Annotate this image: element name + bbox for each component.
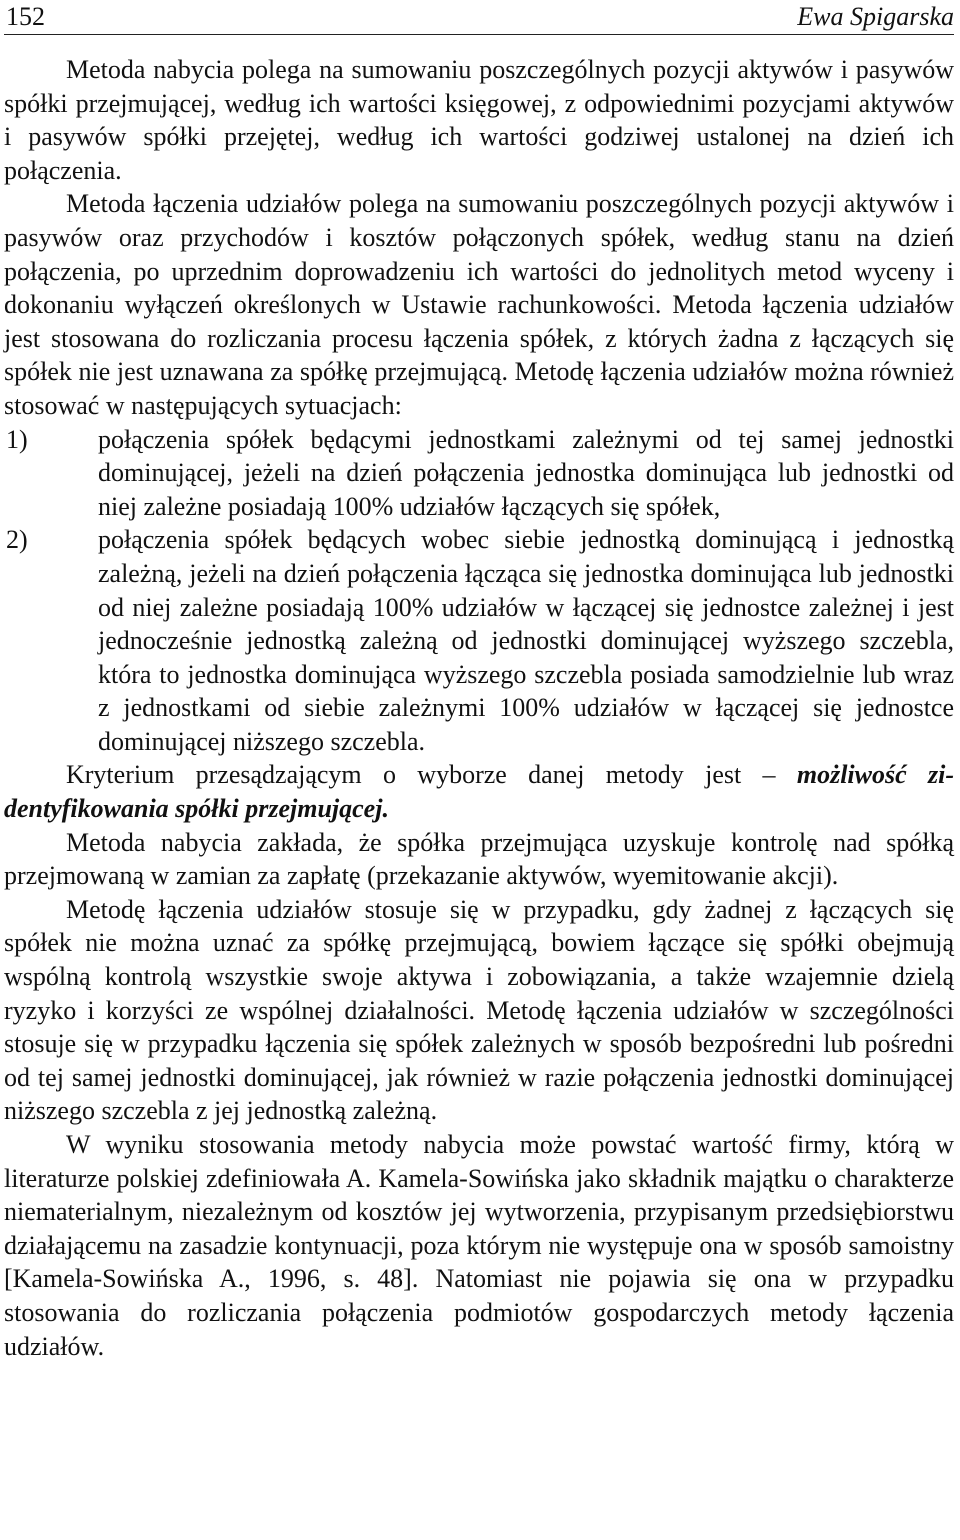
criterion-emphasis: możliwość zidentyfikowania spółki przejmującej.	[4, 760, 954, 824]
body-text	[4, 53, 954, 1363]
page-header	[4, 0, 954, 35]
paragraph-pooling-method: Metoda łączenia udziałów polega na sumowaniu poszczególnych pozycji aktywów i pasywów oraz przychodów i kosztów połączonych spółek, według stanu na dzień połączenia, po uprzednim doprowadzeniu ich wartości do jednolitych metod wyceny i dokonaniu wyłączeń określonych w Ustawie rachunkowości. Metoda łączenia udziałów jest stosowana do rozliczania procesu łączenia spółek, z których żadna z łączących się spółek nie jest uznawana za spółkę przejmującą. Metodę łączenia udziałów można również stosować w następujących sytuacjach:	[4, 189, 954, 420]
criterion-lead: Kryterium przesądzającym o wyborze danej metody jest –	[66, 760, 797, 790]
list-item-number: 1)	[6, 424, 28, 454]
book-page	[4, 0, 954, 1363]
running-head-author: Ewa Spigarska	[797, 2, 954, 31]
list-item-text: połączenia spółek będącymi jednostkami zależnymi od tej samej jednostki dominującej, jeżeli na dzień połączenia jednostka dominująca lub jednostki od niej zależne posiadają 100% udziałów łączących się spółek,	[98, 424, 954, 521]
paragraph-pooling-application: Metodę łączenia udziałów stosuje się w przypadku, gdy żadnej z łączących się spółek nie można uznać za spółkę przejmującą, bowiem łączące się spółki obejmują wspólną kontrolą wszystkie swoje aktywa i zobowiązania, a także wzajemnie dzielą ryzyko i korzyści ze wspólnej działalności. Metodę łączenia udziałów w szczególności stosuje się w przypadku łączenia się spółek zależnych w sposób bezpośredni lub pośredni od tej samej jednostki dominującej, jak również w razie połączenia jednostki dominującej niższego szczebla z jej jednostką zależną.	[4, 894, 954, 1126]
page-number: 152	[6, 2, 45, 31]
situations-list	[4, 423, 954, 759]
paragraph-criterion	[4, 758, 954, 825]
list-item-text: połączenia spółek będących wobec siebie jednostką dominującą i jednostką zależną, jeżeli na dzień połączenia łącząca się jednostka dominująca lub jednostki od niej zależne posiadają 100% udziałów w łączącej się jednostce zależnej i jest jednocześnie jednostką zależną od jednostki dominującej wyższego szczebla, która to jednostka dominująca wyższego szczebla posiada samodzielnie lub wraz z jednostkami od siebie zależnymi 100% udziałów w łączącej się jednostce dominującej niższego szczebla.	[98, 525, 954, 756]
paragraph-goodwill: W wyniku stosowania metody nabycia może powstać wartość firmy, którą w literaturze polskiej zdefiniowała A. Kamela-Sowińska jako składnik majątku o charakterze niematerialnym, niezależnym od kosztów jej wytworzenia, przypisanym przedsiębiorstwu działającemu na zasadzie kontynuacji, poza którym nie występuje ona w sposób samoistny [Kamela-Sowińska A., 1996, s. 48]. Natomiast nie pojawia się ona w przypadku stosowania do rozliczania połączenia podmiotów gospodarczych metody łączenia udziałów.	[4, 1130, 954, 1361]
paragraph-acquisition-assumption: Metoda nabycia zakłada, że spółka przejmująca uzyskuje kontrolę nad spółką przejmowaną w zamian za zapłatę (przekazanie aktywów, wyemitowanie akcji).	[4, 827, 954, 891]
paragraph-acquisition-method: Metoda nabycia polega na sumowaniu poszczególnych pozycji aktywów i pasywów spółki przejmującej, według ich wartości księgowej, z odpowiednimi pozycjami aktywów i pasywów spółki przejętej, według ich wartości godziwej ustalonej na dzień ich połączenia.	[4, 55, 954, 185]
list-item-number: 2)	[6, 525, 28, 555]
list-item	[4, 423, 954, 524]
list-item	[4, 523, 954, 758]
